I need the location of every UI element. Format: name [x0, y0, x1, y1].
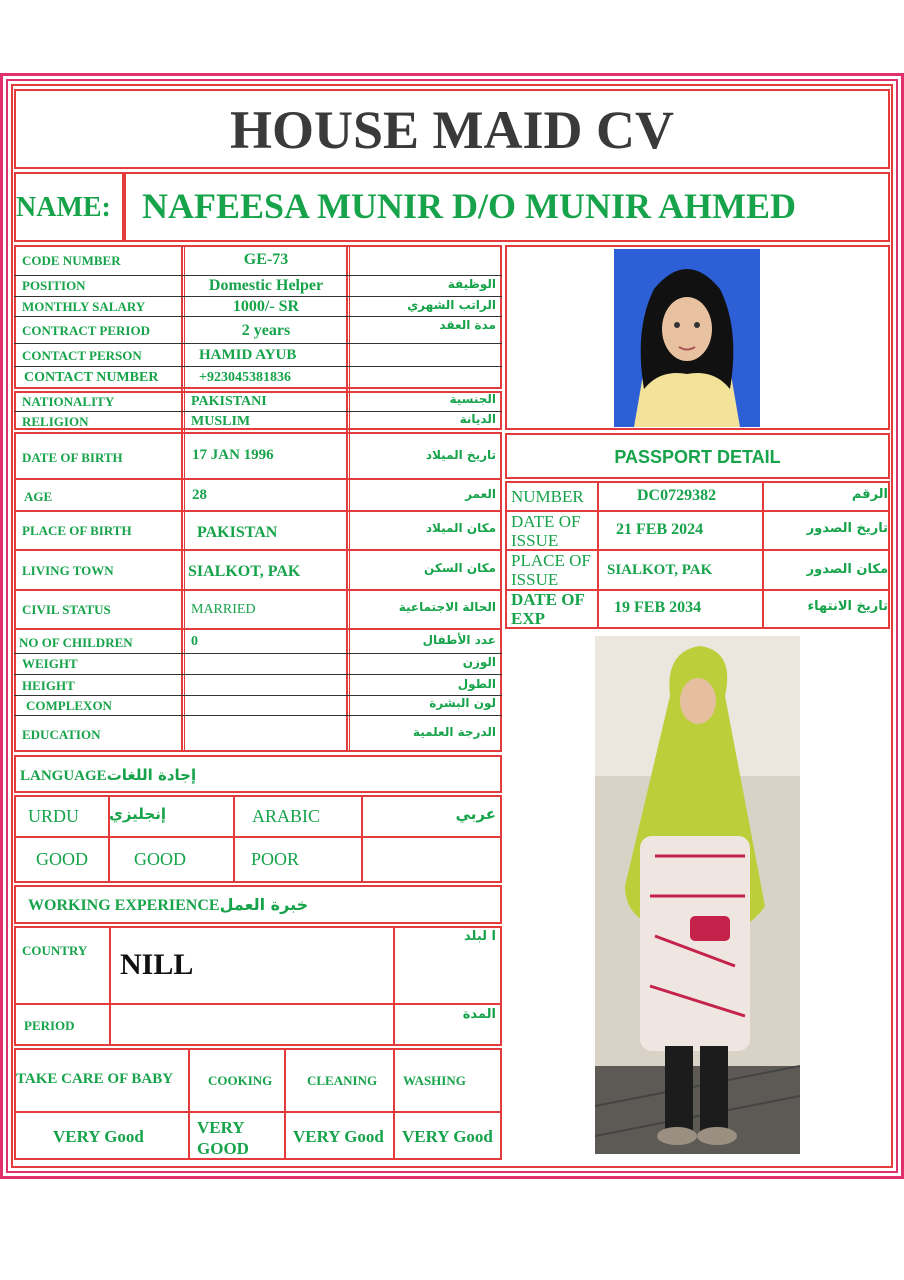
contact-person-value: HAMID AYUB: [199, 347, 297, 363]
dob-label: DATE OF BIRTH: [22, 450, 123, 465]
children-value: 0: [191, 634, 198, 649]
name-value: NAFEESA MUNIR D/O MUNIR AHMED: [142, 186, 797, 226]
lang-arabic-arabic: عربي: [455, 805, 496, 823]
civil-status-arabic: الحالة الاجتماعية: [398, 600, 496, 614]
skill-cleaning-level: VERY Good: [293, 1127, 384, 1146]
religion-label: RELIGION: [22, 414, 89, 429]
lang-english-level: GOOD: [134, 849, 186, 869]
name-label: NAME:: [16, 192, 111, 223]
lang-urdu-level: GOOD: [36, 849, 88, 869]
period-label: PERIOD: [24, 1018, 75, 1033]
nationality-arabic: الجنسية: [449, 392, 496, 406]
complexion-label: COMPLEXON: [26, 698, 112, 713]
passport-heading: PASSPORT DETAIL: [614, 447, 781, 467]
skill-cooking-level: VERY GOOD: [197, 1118, 249, 1159]
language-heading: LANGUAGEإجادة اللغات: [20, 766, 197, 784]
monthly-salary-value: 1000/- SR: [232, 298, 300, 315]
complexion-arabic: لون البشرة: [429, 696, 496, 710]
skill-washing-label: WASHING: [403, 1073, 466, 1088]
age-arabic: العمر: [465, 487, 496, 501]
skill-washing-level: VERY Good: [402, 1127, 493, 1146]
contract-period-arabic: مدة العقد: [439, 318, 496, 332]
religion-value: MUSLIM: [191, 414, 251, 429]
passport-exp-label: DATE OF EXP: [511, 590, 585, 628]
period-arabic: المدة: [462, 1007, 496, 1022]
place-of-birth-label: PLACE OF BIRTH: [22, 523, 132, 538]
passport-place-value: SIALKOT, PAK: [607, 562, 713, 578]
contact-number-label: CONTACT NUMBER: [24, 370, 159, 385]
dob-value: 17 JAN 1996: [192, 447, 274, 463]
living-town-arabic: مكان السكن: [424, 561, 496, 575]
age-value: 28: [192, 487, 207, 503]
skill-cleaning-label: CLEANING: [307, 1073, 378, 1088]
country-arabic: ا لبلد: [464, 929, 496, 944]
passport-issue-value: 21 FEB 2024: [616, 521, 704, 538]
children-label: NO OF CHILDREN: [19, 635, 133, 650]
skill-baby-level: VERY Good: [53, 1127, 144, 1146]
passport-number-value: DC0729382: [637, 487, 717, 504]
skill-cooking-label: COOKING: [208, 1073, 273, 1088]
contract-period-label: CONTRACT PERIOD: [22, 323, 150, 338]
height-arabic: الطول: [457, 677, 496, 691]
weight-label: WEIGHT: [22, 656, 78, 671]
dob-arabic: تاريخ الميلاد: [425, 448, 496, 462]
contact-person-label: CONTACT PERSON: [22, 348, 142, 363]
code-number-value: GE-73: [243, 251, 289, 268]
height-label: HEIGHT: [22, 678, 75, 693]
living-town-value: SIALKOT, PAK: [188, 563, 301, 580]
passport-exp-value: 19 FEB 2034: [614, 599, 702, 616]
weight-arabic: الوزن: [462, 655, 496, 669]
contract-period-value: 2 years: [241, 322, 291, 339]
education-label: EDUCATION: [22, 727, 101, 742]
civil-status-value: MARRIED: [191, 602, 256, 617]
passport-place-label: PLACE OF ISSUE: [511, 551, 591, 589]
country-label: COUNTRY: [22, 943, 88, 958]
code-number-label: CODE NUMBER: [22, 253, 121, 268]
page-title: HOUSE MAID CV: [229, 100, 675, 160]
age-label: AGE: [24, 489, 53, 504]
passport-number-arabic: الرقم: [851, 487, 888, 502]
place-of-birth-value: PAKISTAN: [197, 524, 278, 541]
nationality-value: PAKISTANI: [191, 394, 267, 409]
skill-baby-label: TAKE CARE OF BABY: [16, 1071, 174, 1087]
position-value: Domestic Helper: [208, 277, 324, 294]
position-label: POSITION: [22, 278, 86, 293]
place-of-birth-arabic: مكان الميلاد: [425, 521, 496, 535]
monthly-salary-label: MONTHLY SALARY: [22, 299, 146, 314]
civil-status-label: CIVIL STATUS: [22, 602, 111, 617]
contact-number-value: +923045381836: [199, 370, 291, 385]
lang-arabic: ARABIC: [252, 806, 321, 826]
children-arabic: عدد الأطفال: [422, 633, 496, 647]
living-town-label: LIVING TOWN: [22, 563, 114, 578]
passport-number-label: NUMBER: [511, 487, 584, 506]
education-arabic: الدرجة العلمية: [412, 725, 496, 739]
monthly-salary-arabic: الراتب الشهري: [407, 298, 496, 312]
portrait-photo: [614, 249, 760, 427]
passport-exp-arabic: تاريخ الانتهاء: [807, 599, 888, 614]
lang-english-arabic: إنجليزي: [109, 805, 166, 823]
religion-arabic: الديانة: [459, 412, 496, 426]
country-value: NILL: [120, 948, 194, 981]
lang-arabic-level: POOR: [251, 849, 300, 869]
passport-issue-label: DATE OF ISSUE: [511, 512, 581, 550]
passport-issue-arabic: تاريخ الصدور: [806, 521, 888, 536]
experience-heading: WORKING EXPERIENCEخبرة العمل: [28, 895, 309, 914]
position-arabic: الوظيفة: [447, 277, 496, 291]
full-body-photo: [595, 636, 800, 1154]
lang-urdu: URDU: [28, 806, 80, 826]
nationality-label: NATIONALITY: [22, 394, 115, 409]
passport-place-arabic: مكان الصدور: [806, 562, 888, 577]
